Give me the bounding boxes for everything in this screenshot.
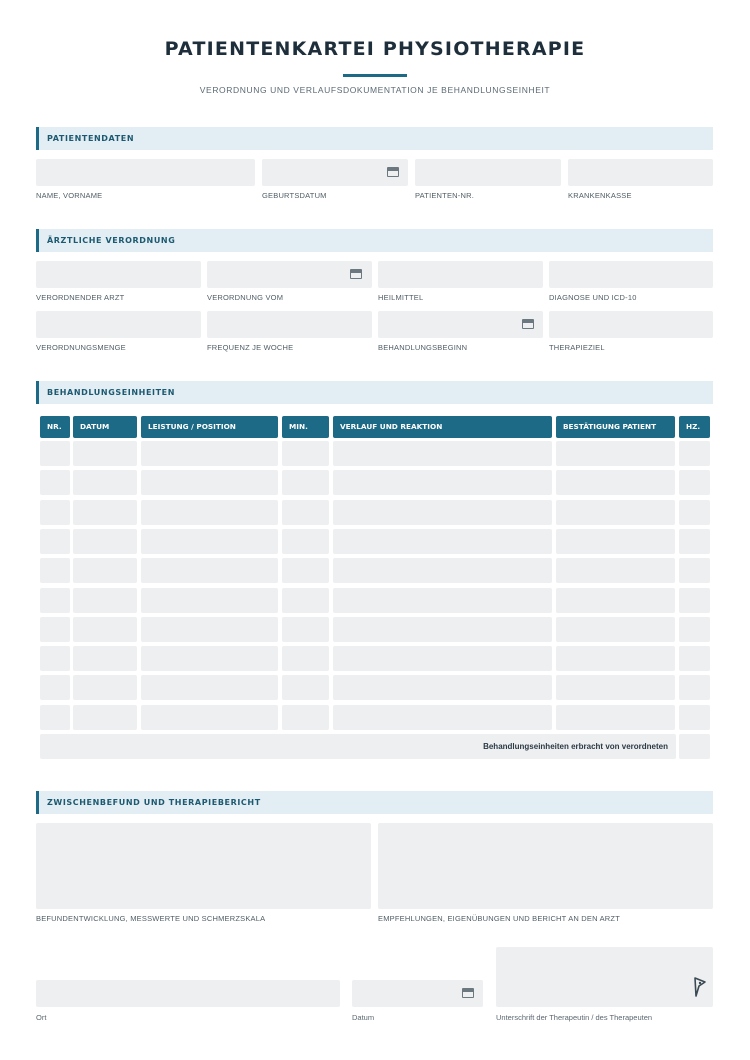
cell-date[interactable]	[73, 529, 137, 554]
cell-service[interactable]	[141, 646, 278, 671]
cell-confirmation[interactable]	[556, 441, 675, 466]
cell-progress[interactable]	[333, 470, 552, 495]
summary-count-field[interactable]	[679, 734, 710, 759]
section-title: BEHANDLUNGSEINHEITEN	[47, 388, 176, 397]
cell-minutes[interactable]	[282, 588, 329, 613]
cell-confirmation[interactable]	[556, 646, 675, 671]
summary-row	[40, 734, 676, 759]
prescription-date-field[interactable]	[207, 261, 372, 288]
cell-nr[interactable]	[40, 588, 70, 613]
prescription-date-label: VERORDNUNG VOM	[207, 293, 284, 302]
cell-minutes[interactable]	[282, 529, 329, 554]
calendar-icon[interactable]	[522, 319, 534, 329]
insurance-label: KRANKENKASSE	[568, 191, 632, 200]
signature-label: Unterschrift der Therapeutin / des Therapeuten	[496, 1013, 653, 1022]
recommendations-label: EMPFEHLUNGEN, EIGENÜBUNGEN UND BERICHT AN DEN ARZT	[378, 914, 620, 923]
patient-number-label: PATIENTEN-NR.	[415, 191, 474, 200]
section-header-patient	[36, 127, 713, 150]
findings-label: BEFUNDENTWICKLUNG, MESSWERTE UND SCHMERZSKALA	[36, 914, 266, 923]
column-header-nr: NR.	[40, 416, 70, 438]
cell-progress[interactable]	[333, 675, 552, 700]
cell-date[interactable]	[73, 441, 137, 466]
therapy-goal-field[interactable]	[549, 311, 713, 338]
calendar-icon[interactable]	[350, 269, 362, 279]
cell-nr[interactable]	[40, 705, 70, 730]
doctor-label: VERORDNENDER ARZT	[36, 293, 125, 302]
cell-hz[interactable]	[679, 529, 710, 554]
name-label: NAME, VORNAME	[36, 191, 103, 200]
section-header-prescription	[36, 229, 713, 252]
cell-service[interactable]	[141, 470, 278, 495]
summary-label: Behandlungseinheiten erbracht von verordneten	[483, 742, 668, 751]
cell-confirmation[interactable]	[556, 588, 675, 613]
section-title: PATIENTENDATEN	[47, 134, 135, 143]
patient-number-field[interactable]	[415, 159, 561, 186]
doctor-field[interactable]	[36, 261, 201, 288]
treatment-start-label: BEHANDLUNGSBEGINN	[378, 343, 468, 352]
cell-progress[interactable]	[333, 617, 552, 642]
cell-progress[interactable]	[333, 646, 552, 671]
cell-date[interactable]	[73, 617, 137, 642]
birthdate-label: GEBURTSDATUM	[262, 191, 327, 200]
cell-hz[interactable]	[679, 588, 710, 613]
cell-progress[interactable]	[333, 500, 552, 525]
cell-hz[interactable]	[679, 441, 710, 466]
calendar-icon[interactable]	[462, 988, 474, 998]
cell-confirmation[interactable]	[556, 617, 675, 642]
column-header-hz: HZ.	[679, 416, 710, 438]
cell-confirmation[interactable]	[556, 675, 675, 700]
place-label: Ort	[36, 1013, 47, 1022]
cell-service[interactable]	[141, 675, 278, 700]
name-field[interactable]	[36, 159, 255, 186]
cell-minutes[interactable]	[282, 500, 329, 525]
calendar-icon[interactable]	[387, 167, 399, 177]
cell-service[interactable]	[141, 588, 278, 613]
cell-minutes[interactable]	[282, 617, 329, 642]
cell-date[interactable]	[73, 588, 137, 613]
quantity-field[interactable]	[36, 311, 201, 338]
cell-service[interactable]	[141, 558, 278, 583]
insurance-field[interactable]	[568, 159, 713, 186]
findings-textarea[interactable]	[36, 823, 371, 909]
cell-nr[interactable]	[40, 500, 70, 525]
therapy-goal-label: THERAPIEZIEL	[549, 343, 605, 352]
cell-nr[interactable]	[40, 558, 70, 583]
frequency-label: FREQUENZ JE WOCHE	[207, 343, 294, 352]
pen-nib-icon	[693, 976, 707, 998]
cell-progress[interactable]	[333, 705, 552, 730]
cell-nr[interactable]	[40, 646, 70, 671]
cell-hz[interactable]	[679, 558, 710, 583]
section-title: ZWISCHENBEFUND UND THERAPIEBERICHT	[47, 798, 261, 807]
column-header-date: DATUM	[73, 416, 137, 438]
cell-nr[interactable]	[40, 470, 70, 495]
diagnosis-field[interactable]	[549, 261, 713, 288]
diagnosis-label: DIAGNOSE UND ICD-10	[549, 293, 637, 302]
cell-minutes[interactable]	[282, 675, 329, 700]
cell-hz[interactable]	[679, 617, 710, 642]
cell-service[interactable]	[141, 441, 278, 466]
cell-confirmation[interactable]	[556, 558, 675, 583]
column-header-service: LEISTUNG / POSITION	[141, 416, 278, 438]
cell-minutes[interactable]	[282, 441, 329, 466]
column-header-confirmation: BESTÄTIGUNG PATIENT	[556, 416, 675, 438]
cell-nr[interactable]	[40, 675, 70, 700]
cell-hz[interactable]	[679, 646, 710, 671]
section-header-sessions	[36, 381, 713, 404]
date-label: Datum	[352, 1013, 375, 1022]
frequency-field[interactable]	[207, 311, 372, 338]
section-title: ÄRZTLICHE VERORDNUNG	[47, 236, 176, 245]
cell-date[interactable]	[73, 675, 137, 700]
cell-date[interactable]	[73, 705, 137, 730]
cell-progress[interactable]	[333, 529, 552, 554]
quantity-label: VERORDNUNGSMENGE	[36, 343, 126, 352]
cell-progress[interactable]	[333, 558, 552, 583]
remedy-field[interactable]	[378, 261, 543, 288]
treatment-start-field[interactable]	[378, 311, 543, 338]
cell-confirmation[interactable]	[556, 705, 675, 730]
cell-confirmation[interactable]	[556, 529, 675, 554]
cell-progress[interactable]	[333, 588, 552, 613]
place-field[interactable]	[36, 980, 340, 1007]
column-header-progress: VERLAUF UND REAKTION	[333, 416, 552, 438]
cell-progress[interactable]	[333, 441, 552, 466]
cell-service[interactable]	[141, 705, 278, 730]
cell-service[interactable]	[141, 529, 278, 554]
cell-minutes[interactable]	[282, 705, 329, 730]
cell-minutes[interactable]	[282, 558, 329, 583]
recommendations-textarea[interactable]	[378, 823, 713, 909]
cell-minutes[interactable]	[282, 646, 329, 671]
cell-confirmation[interactable]	[556, 500, 675, 525]
column-header-minutes: MIN.	[282, 416, 329, 438]
cell-confirmation[interactable]	[556, 470, 675, 495]
cell-date[interactable]	[73, 646, 137, 671]
cell-hz[interactable]	[679, 470, 710, 495]
date-field[interactable]	[352, 980, 483, 1007]
page-subtitle: VERORDNUNG UND VERLAUFSDOKUMENTATION JE BEHANDLUNGSEINHEIT	[199, 85, 551, 95]
cell-nr[interactable]	[40, 617, 70, 642]
birthdate-field[interactable]	[262, 159, 408, 186]
cell-hz[interactable]	[679, 500, 710, 525]
cell-hz[interactable]	[679, 705, 710, 730]
cell-service[interactable]	[141, 617, 278, 642]
cell-minutes[interactable]	[282, 470, 329, 495]
remedy-label: HEILMITTEL	[378, 293, 424, 302]
cell-date[interactable]	[73, 470, 137, 495]
cell-hz[interactable]	[679, 675, 710, 700]
cell-nr[interactable]	[40, 529, 70, 554]
cell-date[interactable]	[73, 558, 137, 583]
title-underline	[343, 74, 407, 77]
page-title: PATIENTENKARTEI PHYSIOTHERAPIE	[164, 38, 586, 60]
cell-nr[interactable]	[40, 441, 70, 466]
signature-field[interactable]	[496, 947, 713, 1007]
section-header-report	[36, 791, 713, 814]
cell-date[interactable]	[73, 500, 137, 525]
cell-service[interactable]	[141, 500, 278, 525]
